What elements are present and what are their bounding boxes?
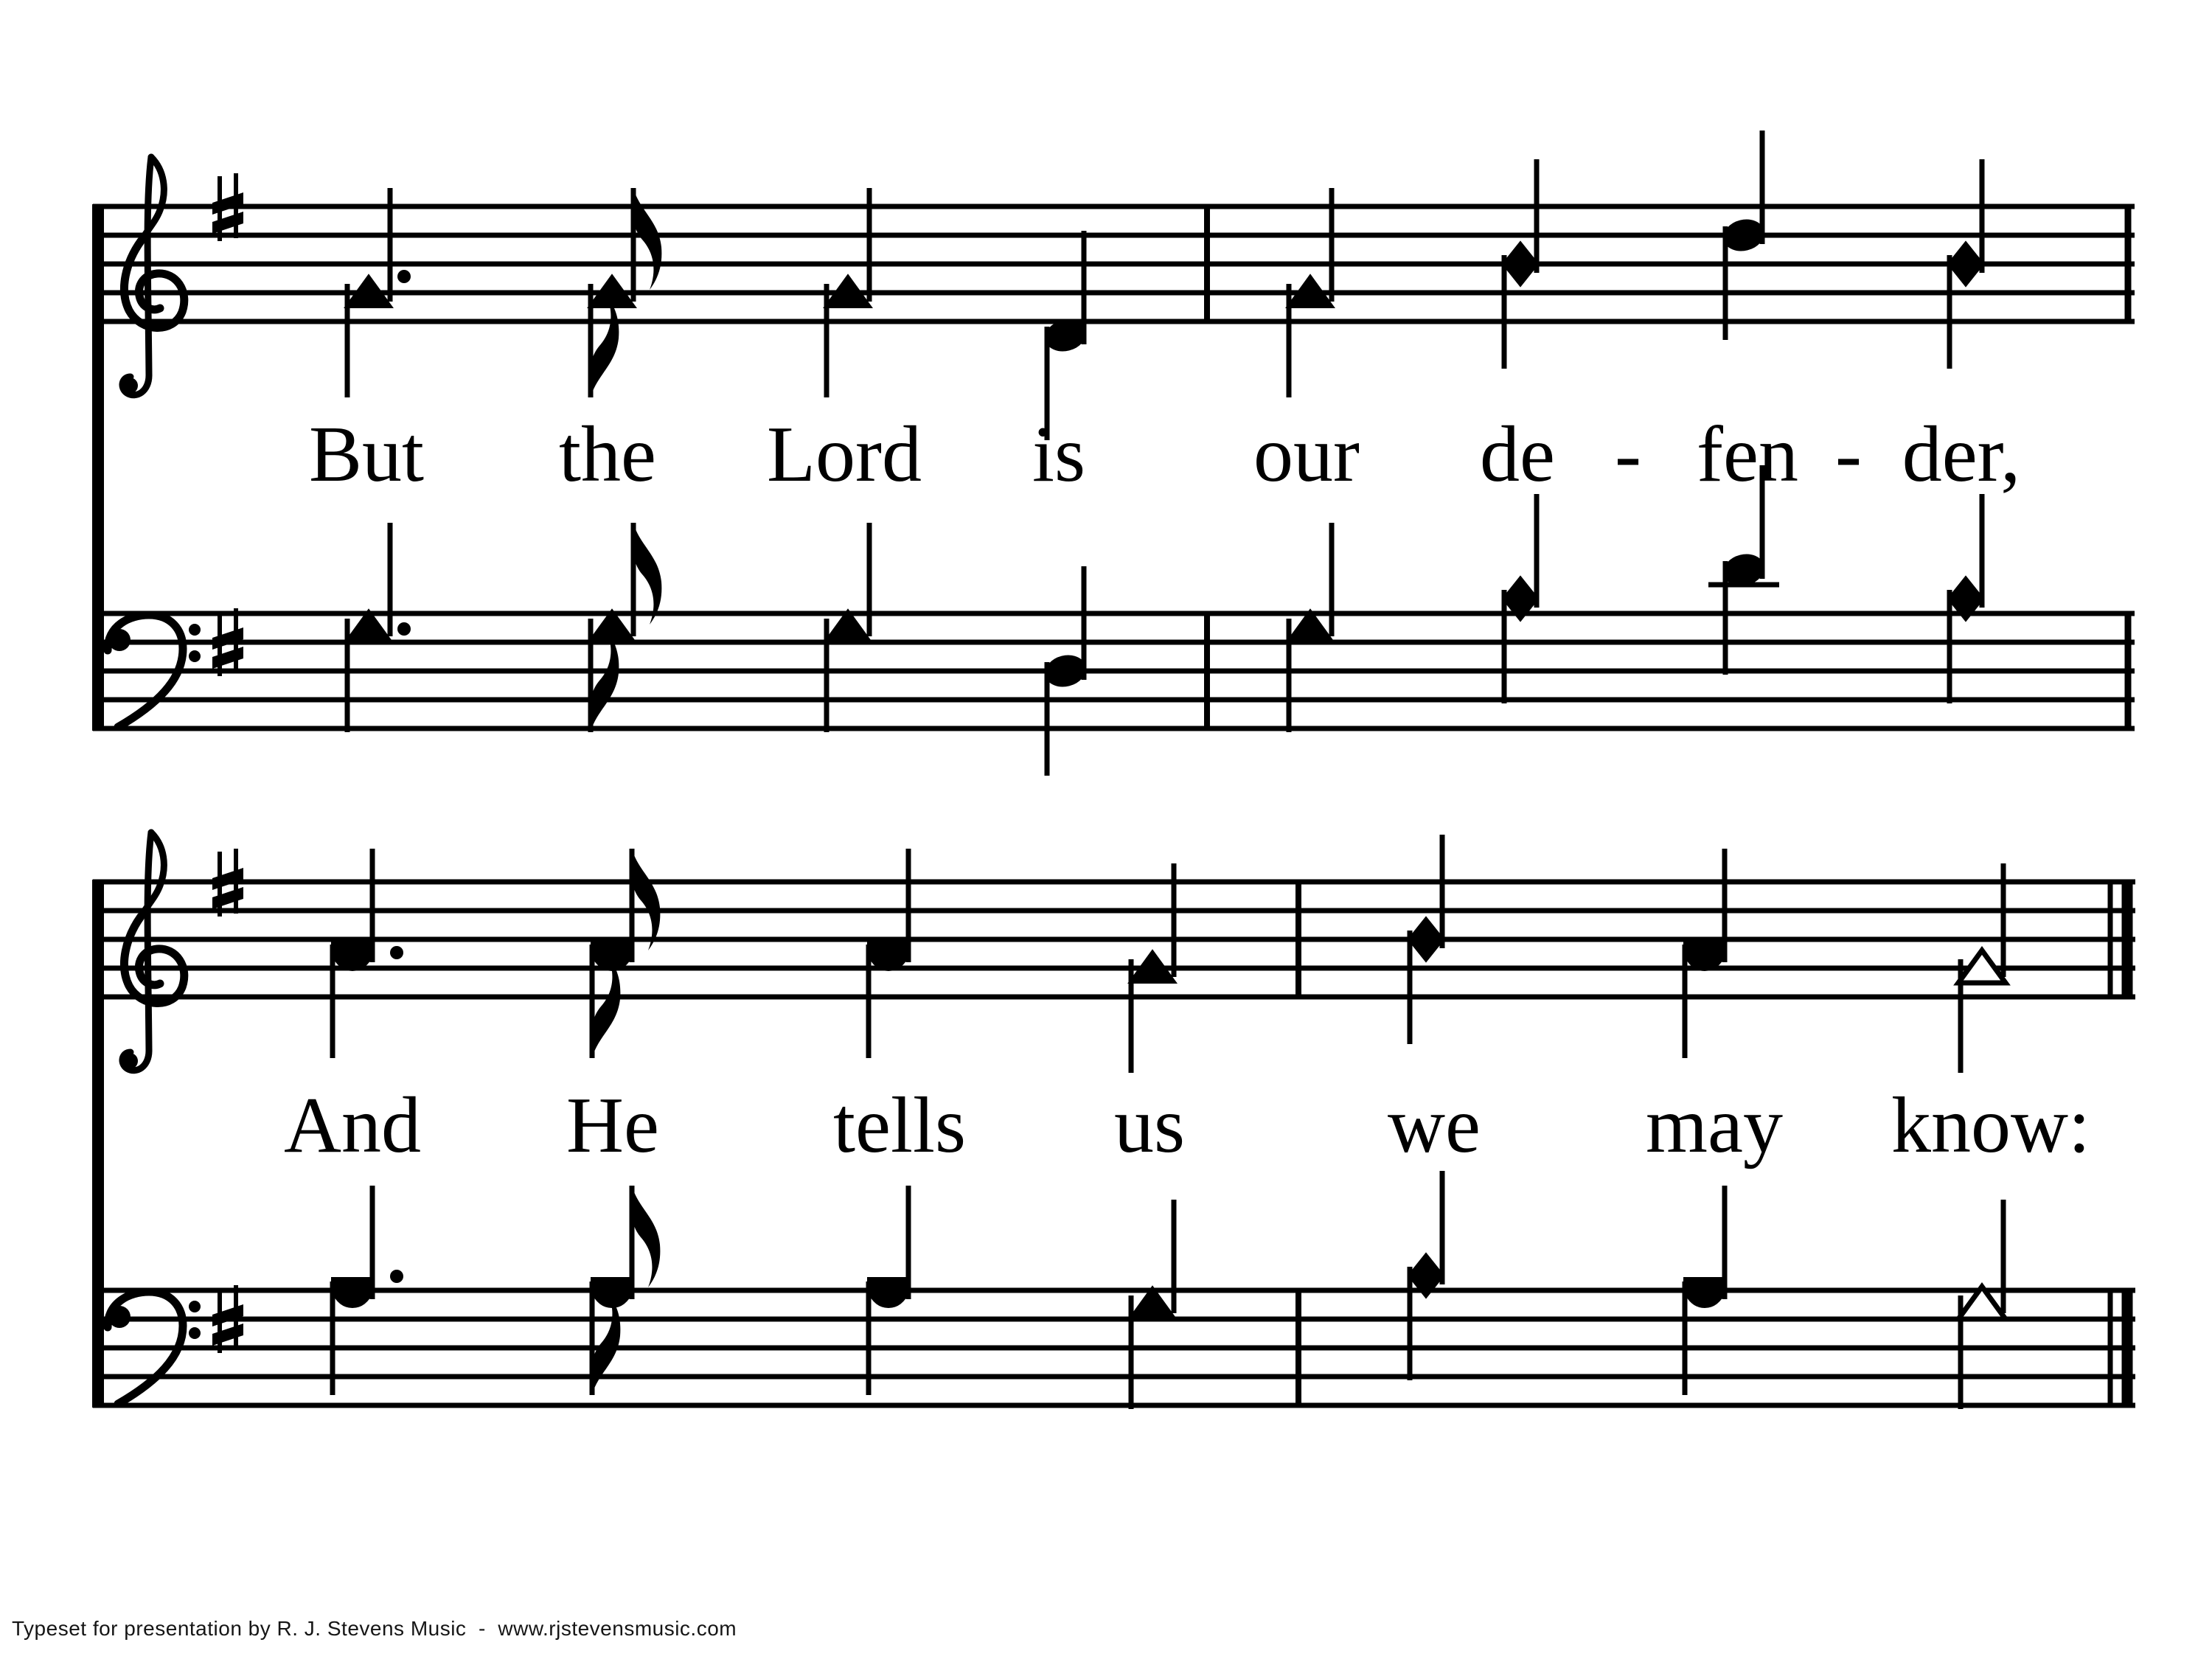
notehead-re-cup <box>1684 1278 1725 1307</box>
treble-clef-icon <box>122 157 184 395</box>
lyric-syllable: us <box>1113 1082 1186 1169</box>
lyric-syllable: our <box>1253 411 1360 498</box>
eighth-flag-up <box>633 523 661 625</box>
sharp-bar <box>212 627 243 650</box>
notehead-re-cup <box>868 1278 909 1307</box>
note <box>1408 835 1444 1044</box>
system-1 <box>93 131 2135 776</box>
clef-stem <box>147 157 151 375</box>
system-2 <box>93 835 2135 1409</box>
clef-spiral <box>124 917 184 1004</box>
notehead-mi-diamond <box>1408 917 1444 961</box>
eighth-flag-up <box>633 188 661 290</box>
lyric-line-1 <box>309 411 2020 498</box>
lyric-syllable: And <box>284 1082 421 1169</box>
clef-dot-upper <box>189 1301 201 1312</box>
treble-clef-icon <box>122 832 184 1071</box>
notehead-mi-diamond <box>1948 242 1983 286</box>
note <box>1043 566 1088 776</box>
lyric-syllable: - <box>1615 411 1641 498</box>
eighth-flag-up <box>632 1186 660 1287</box>
sharp-bar <box>212 868 243 890</box>
notehead-re-cup <box>332 1278 373 1307</box>
lyric-syllable: we <box>1388 1082 1481 1169</box>
lyric-syllable: is <box>1032 411 1086 498</box>
eighth-flag-down <box>592 956 620 1058</box>
lyric-syllable: - <box>1835 411 1862 498</box>
augmentation-dot <box>397 622 411 636</box>
sharp-bar <box>212 1324 243 1346</box>
lyric-syllable: know: <box>1891 1082 2090 1169</box>
treble-staff <box>93 131 2135 440</box>
note <box>1684 1186 1725 1395</box>
lyric-syllable: the <box>559 411 656 498</box>
bass-staff <box>93 1171 2135 1409</box>
lyric-syllable: der, <box>1902 411 2021 498</box>
bass-staff <box>93 465 2135 776</box>
sharp-bar <box>212 1304 243 1326</box>
lyric-syllable: fen <box>1697 411 1798 498</box>
clef-dot-lower <box>189 650 201 662</box>
eighth-flag-down <box>591 296 619 397</box>
lyric-syllable: de <box>1480 411 1555 498</box>
sharp-bar <box>212 647 243 669</box>
augmentation-dot <box>397 270 411 283</box>
note <box>1503 159 1538 369</box>
lyric-syllable: Lord <box>767 411 922 498</box>
sharp-bar <box>212 887 243 909</box>
clef-dot-lower <box>189 1327 201 1339</box>
note <box>1948 159 1983 369</box>
augmentation-dot <box>390 1270 403 1283</box>
lyric-syllable: He <box>566 1082 659 1169</box>
footer-credit: Typeset for presentation by R. J. Stevens Music - www.rjstevensmusic.com <box>12 1617 737 1640</box>
clef-stem <box>147 832 151 1051</box>
eighth-flag-down <box>591 630 619 732</box>
clef-spiral <box>124 241 184 328</box>
augmentation-dot <box>390 946 403 959</box>
lyric-syllable: may <box>1646 1082 1783 1169</box>
sharp-bar <box>212 212 243 234</box>
treble-staff <box>93 835 2135 1073</box>
lyric-syllable: But <box>308 411 425 498</box>
note <box>868 1186 909 1395</box>
note <box>1721 131 1767 340</box>
lyric-syllable: tells <box>833 1082 966 1169</box>
eighth-flag-up <box>632 849 660 950</box>
lyric-line-2 <box>284 1082 2090 1169</box>
clef-dot-upper <box>189 624 201 636</box>
notehead-re-cup <box>591 1278 633 1307</box>
clef-tail-dot <box>122 378 138 394</box>
clef-tail-dot <box>122 1053 138 1069</box>
eighth-flag-down <box>592 1293 620 1395</box>
sharp-bar <box>212 192 243 215</box>
notehead-mi-diamond <box>1503 242 1538 286</box>
